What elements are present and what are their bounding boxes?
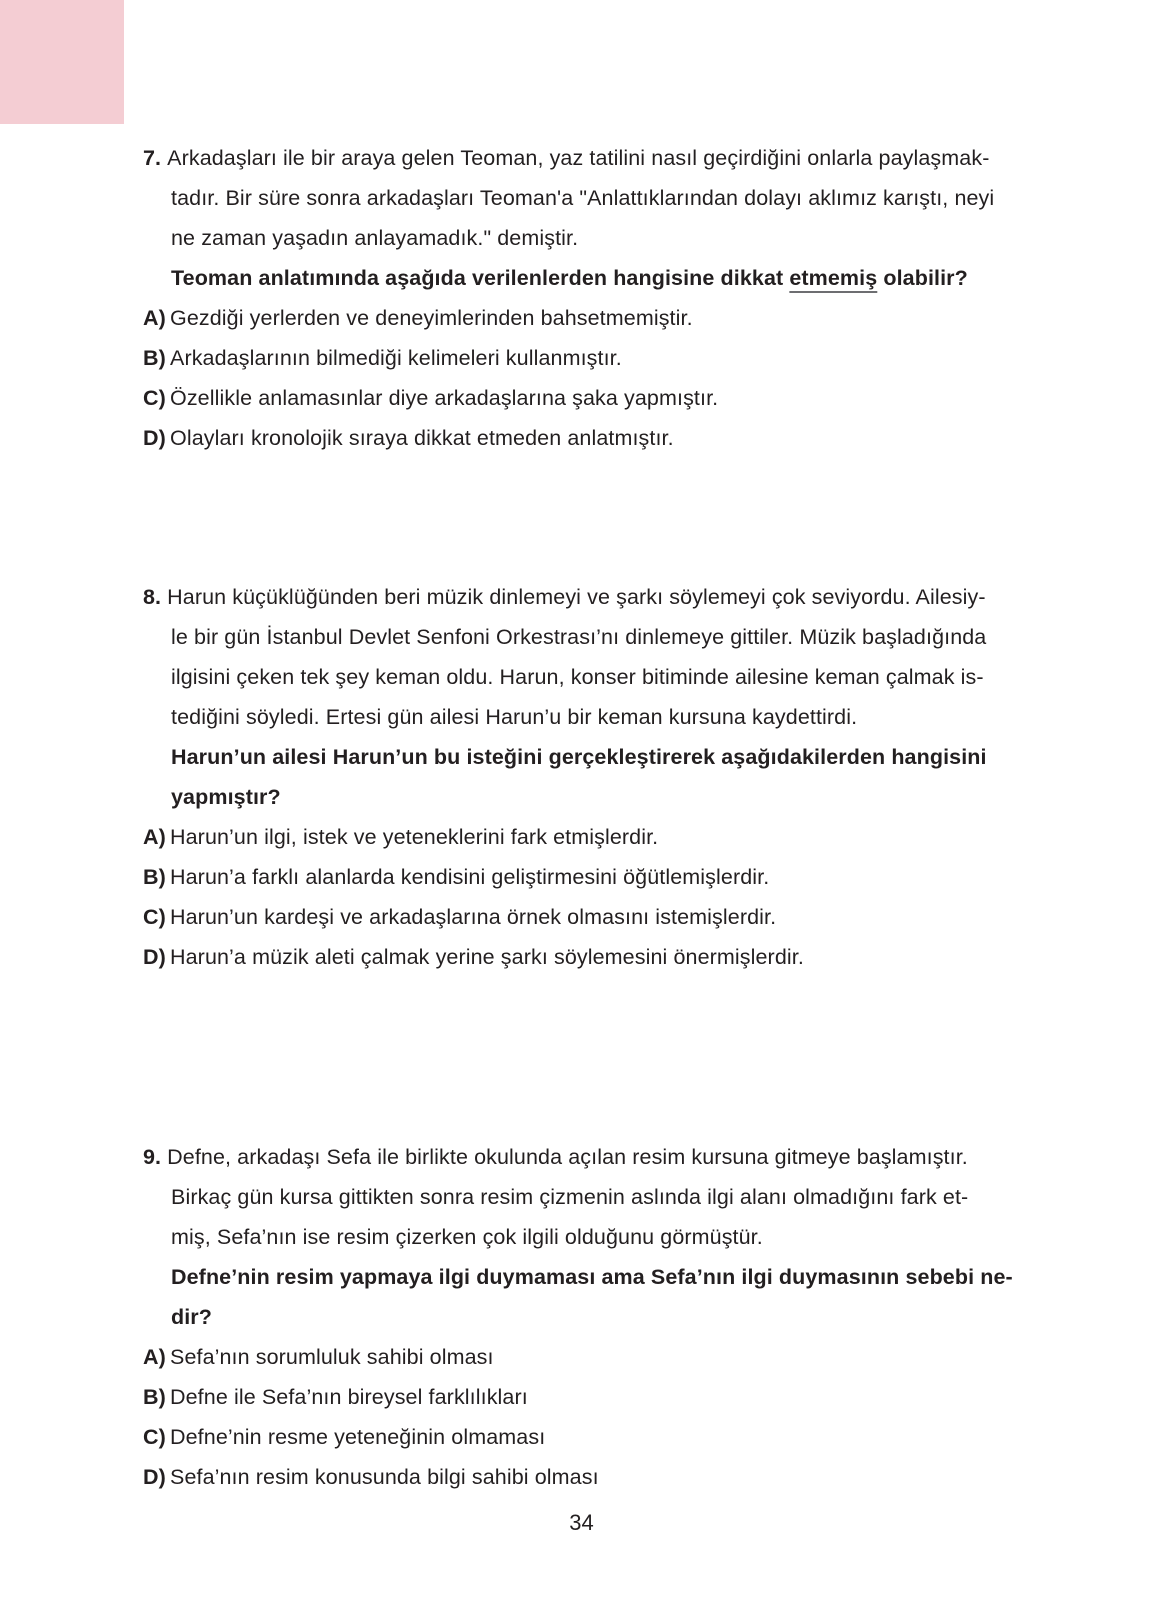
- option-text: Harun’a farklı alanlarda kendisini geliştirmesini öğütlemişlerdir.: [170, 865, 770, 889]
- option-c[interactable]: [143, 378, 1032, 418]
- option-text: Olayları kronolojik sıraya dikkat etmeden anlatmıştır.: [170, 426, 674, 450]
- option-letter: A): [143, 306, 166, 330]
- question-prompt: Harun’un ailesi Harun’un bu isteğini gerçekleştirerek aşağıdakilerden hangisini: [171, 745, 987, 769]
- option-a[interactable]: [143, 298, 1032, 338]
- option-text: Özellikle anlamasınlar diye arkadaşlarına şaka yapmıştır.: [170, 386, 719, 410]
- question-stem-line: miş, Sefa’nın ise resim çizerken çok ilgili olduğunu görmüştür.: [171, 1225, 763, 1249]
- option-text: Arkadaşlarının bilmediği kelimeleri kullanmıştır.: [170, 346, 622, 370]
- question-stem-line: le bir gün İstanbul Devlet Senfoni Orkestrası’nı dinlemeye gittiler. Müzik başladığında: [171, 625, 987, 649]
- prompt-text: olabilir?: [877, 266, 968, 290]
- question-7: [143, 138, 1032, 458]
- corner-color-tab: [0, 0, 124, 124]
- option-text: Harun’a müzik aleti çalmak yerine şarkı söylemesini önermişlerdir.: [170, 945, 804, 969]
- option-a[interactable]: [143, 1337, 1032, 1377]
- option-b[interactable]: [143, 338, 1032, 378]
- question-number: 9.: [143, 1145, 162, 1169]
- option-text: Sefa’nın sorumluluk sahibi olması: [170, 1345, 494, 1369]
- option-letter: B): [143, 1385, 166, 1409]
- page-number: 34: [569, 1510, 594, 1535]
- option-text: Sefa’nın resim konusunda bilgi sahibi olması: [170, 1465, 599, 1489]
- question-prompt: Defne’nin resim yapmaya ilgi duymaması ama Sefa’nın ilgi duymasının sebebi ne-: [171, 1265, 1013, 1289]
- option-text: Harun’un kardeşi ve arkadaşlarına örnek olmasını istemişlerdir.: [170, 905, 777, 929]
- option-a[interactable]: [143, 817, 1032, 857]
- stem-text: Harun küçüklüğünden beri müzik dinlemeyi ve şarkı söylemeyi çok seviyordu. Ailesiy-: [167, 585, 986, 609]
- question-prompt: dir?: [171, 1305, 213, 1329]
- question-prompt: yapmıştır?: [171, 785, 281, 809]
- option-letter: D): [143, 945, 166, 969]
- prompt-underlined-word: etmemiş: [789, 266, 878, 290]
- option-text: Defne’nin resme yeteneğinin olmaması: [170, 1425, 546, 1449]
- option-b[interactable]: [143, 857, 1032, 897]
- question-prompt: [143, 258, 1032, 298]
- option-letter: B): [143, 865, 166, 889]
- question-stem-line: Birkaç gün kursa gittikten sonra resim çizmenin aslında ilgi alanı olmadığını fark et-: [171, 1185, 969, 1209]
- stem-text: Arkadaşları ile bir araya gelen Teoman, yaz tatilini nasıl geçirdiğini onlarla paylaşmak-: [167, 146, 990, 170]
- option-d[interactable]: [143, 937, 1032, 977]
- option-letter: D): [143, 426, 166, 450]
- option-text: Gezdiği yerlerden ve deneyimlerinden bahsetmemiştir.: [170, 306, 693, 330]
- question-stem-line: [143, 138, 1032, 178]
- option-letter: D): [143, 1465, 166, 1489]
- option-c[interactable]: [143, 897, 1032, 937]
- question-stem-line: tadır. Bir süre sonra arkadaşları Teoman'a "Anlattıklarından dolayı aklımız karıştı, neyi: [171, 186, 995, 210]
- option-letter: A): [143, 825, 166, 849]
- question-number: 7.: [143, 146, 162, 170]
- option-letter: C): [143, 1425, 166, 1449]
- option-letter: C): [143, 386, 166, 410]
- option-c[interactable]: [143, 1417, 1032, 1457]
- question-number: 8.: [143, 585, 162, 609]
- option-letter: B): [143, 346, 166, 370]
- question-stem-line: [143, 577, 1032, 617]
- prompt-text: Teoman anlatımında aşağıda verilenlerden hangisine dikkat: [171, 266, 790, 290]
- option-letter: C): [143, 905, 166, 929]
- question-stem-line: ne zaman yaşadın anlayamadık." demiştir.: [171, 226, 579, 250]
- option-b[interactable]: [143, 1377, 1032, 1417]
- question-8: [143, 577, 1032, 977]
- option-d[interactable]: [143, 418, 1032, 458]
- option-letter: A): [143, 1345, 166, 1369]
- option-text: Defne ile Sefa’nın bireysel farklılıkları: [170, 1385, 528, 1409]
- question-stem-line: ilgisini çeken tek şey keman oldu. Harun, konser bitiminde ailesine keman çalmak is-: [171, 665, 984, 689]
- stem-text: Defne, arkadaşı Sefa ile birlikte okulunda açılan resim kursuna gitmeye başlamıştır.: [167, 1145, 968, 1169]
- option-text: Harun’un ilgi, istek ve yeteneklerini fark etmişlerdir.: [170, 825, 659, 849]
- option-d[interactable]: [143, 1457, 1032, 1497]
- question-9: [143, 1137, 1032, 1497]
- question-stem-line: [143, 1137, 1032, 1177]
- question-stem-line: tediğini söyledi. Ertesi gün ailesi Harun’u bir keman kursuna kaydettirdi.: [171, 705, 858, 729]
